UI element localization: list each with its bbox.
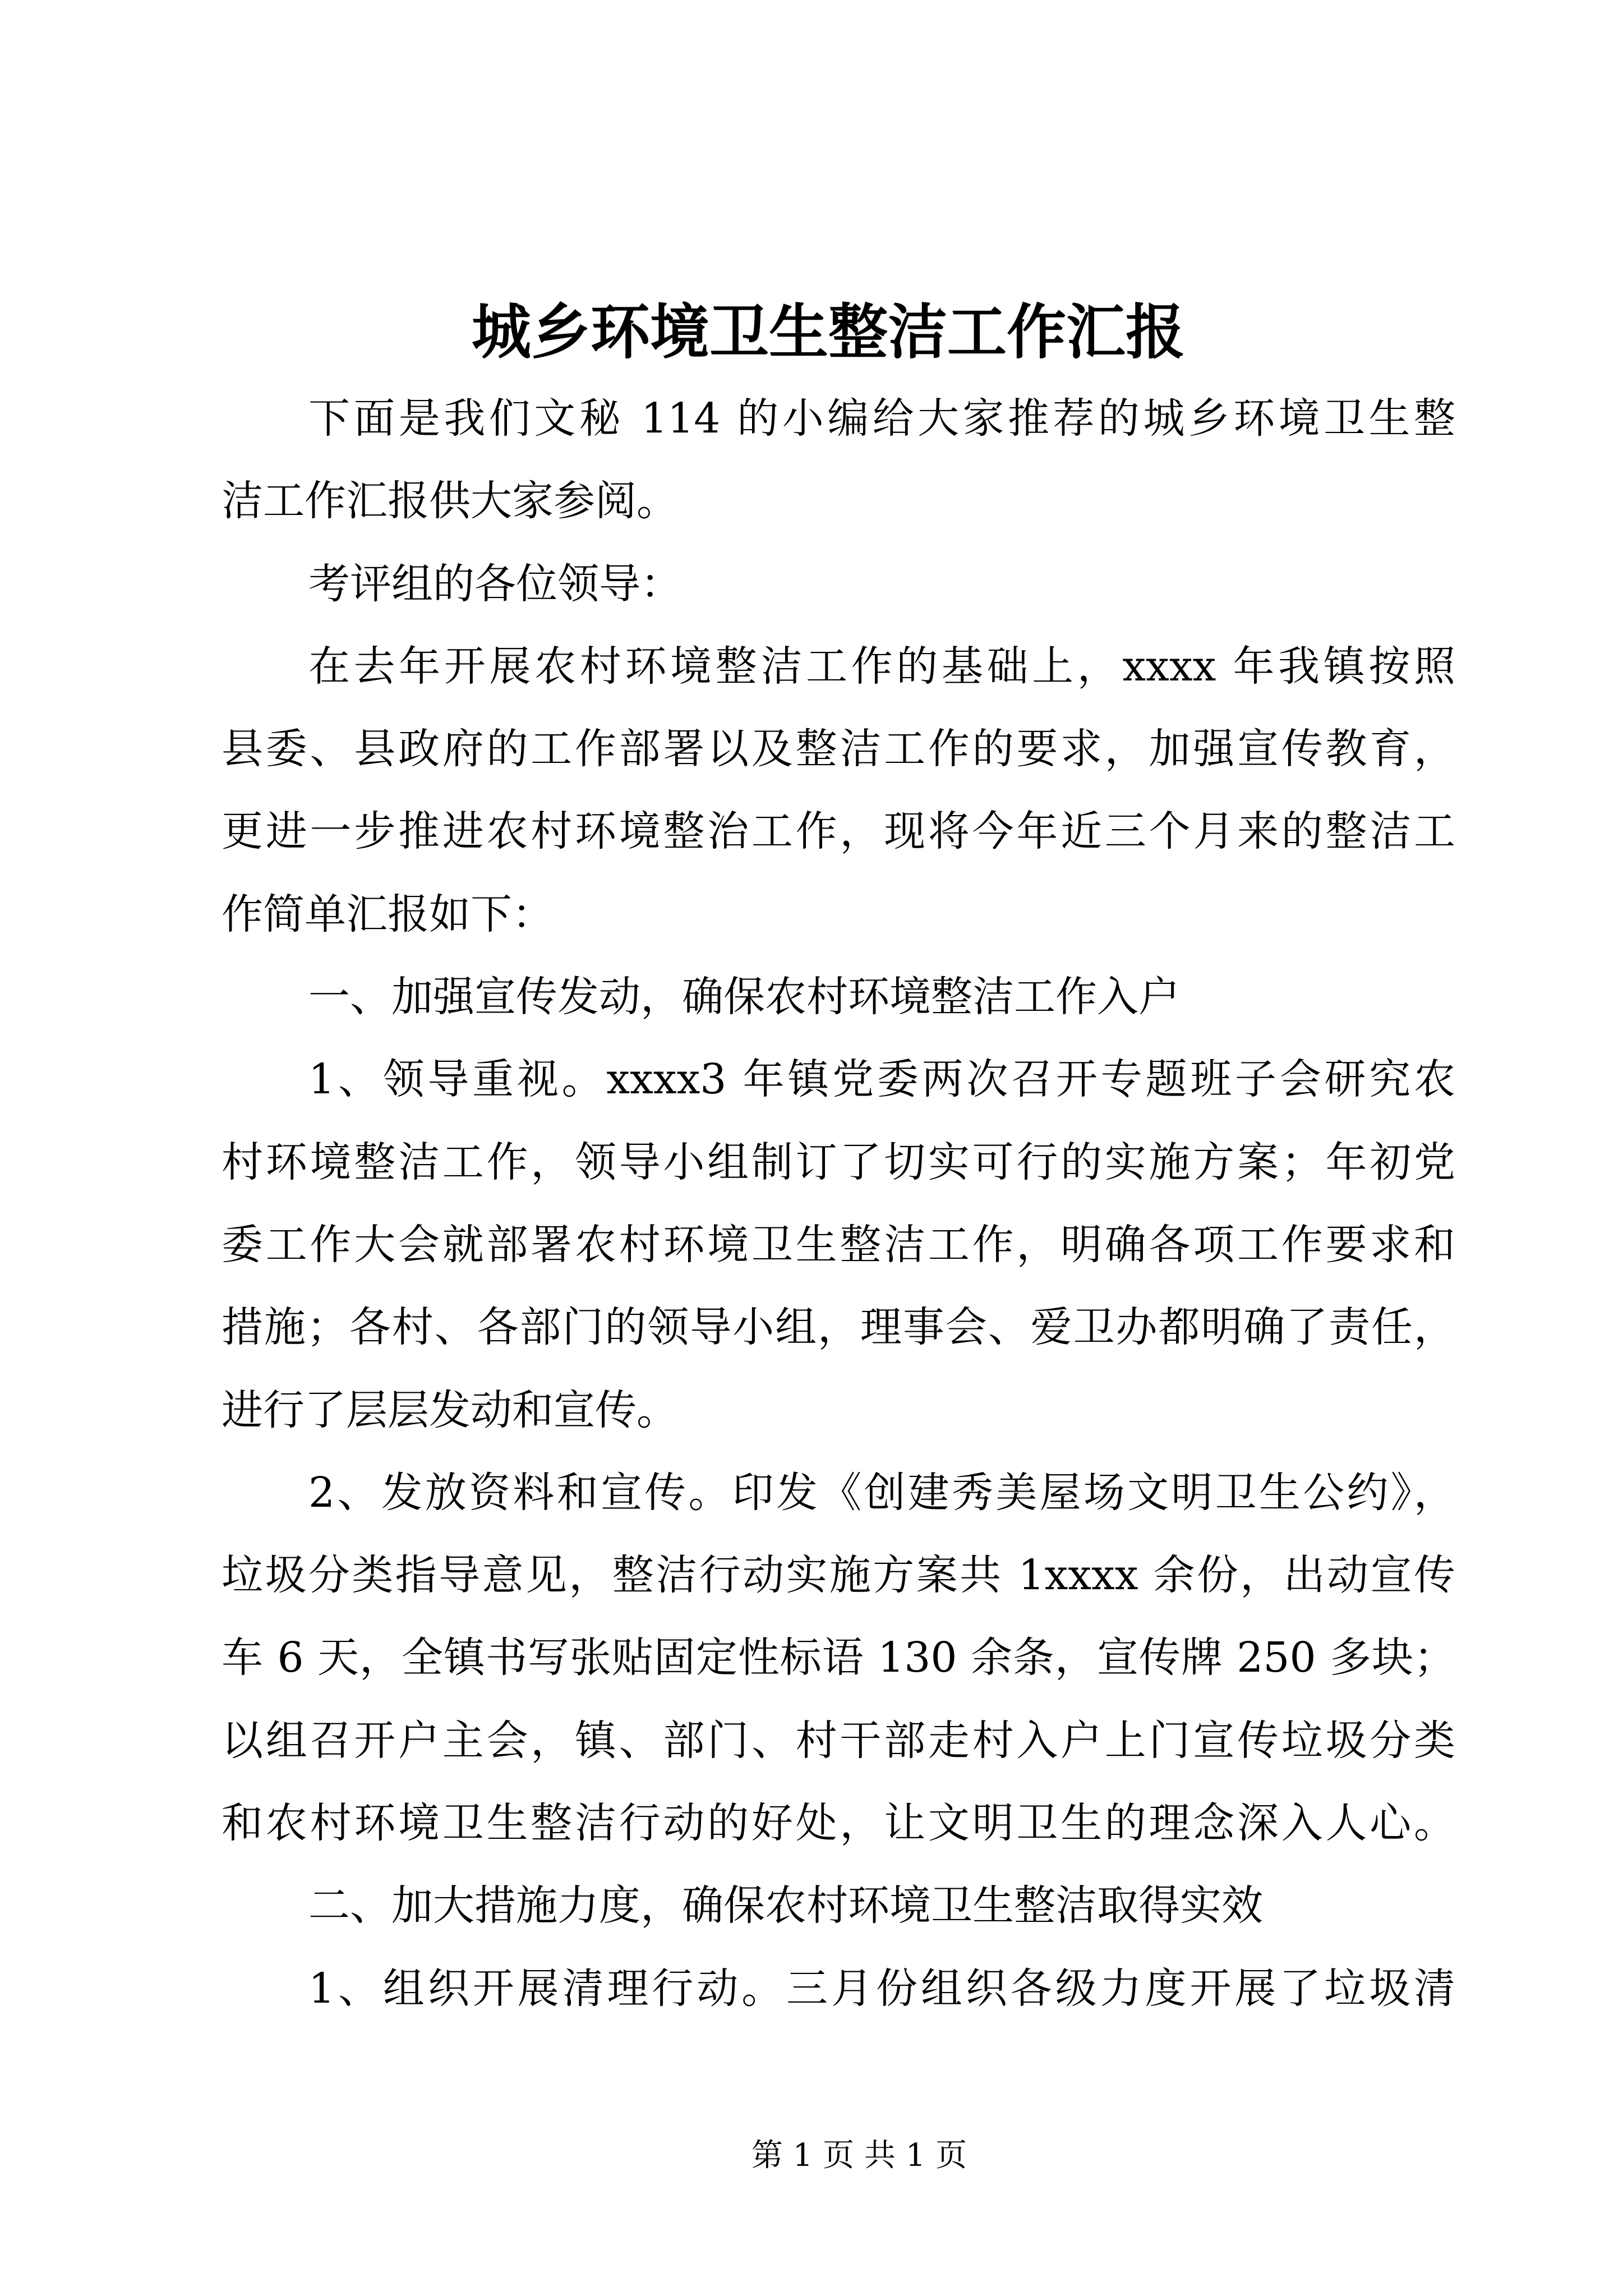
paragraph-line: 县委、县政府的工作部署以及整洁工作的要求，加强宣传教育， <box>222 725 1455 774</box>
paragraph-line: 考评组的各位领导： <box>308 559 682 608</box>
paragraph-cleanup <box>222 1948 1455 2030</box>
section-heading-one <box>222 956 1455 1038</box>
paragraph-line: 进行了层层发动和宣传。 <box>222 1386 678 1434</box>
paragraph-line: 二、加大措施力度，确保农村环境卫生整洁取得实效 <box>308 1881 1263 1930</box>
paragraph-line: 洁工作汇报供大家参阅。 <box>222 477 678 526</box>
paragraph-line: 村环境整洁工作，领导小组制订了切实可行的实施方案；年初党 <box>222 1138 1455 1186</box>
paragraph-line: 和农村环境卫生整洁行动的好处，让文明卫生的理念深入人心。 <box>222 1799 1455 1848</box>
paragraph-line: 车 6 天，全镇书写张贴固定性标语 130 余条，宣传牌 250 多块； <box>222 1634 1455 1682</box>
paragraph-leadership <box>222 1038 1455 1451</box>
paragraph-line: 以组召开户主会，镇、部门、村干部走村入户上门宣传垃圾分类 <box>222 1716 1455 1765</box>
paragraph-line: 2、发放资料和宣传。印发《创建秀美屋场文明卫生公约》， <box>308 1468 1455 1517</box>
paragraph-overview <box>222 625 1455 956</box>
paragraph-line: 作简单汇报如下： <box>222 890 554 938</box>
page-footer: 第 1 页 共 1 页 <box>751 2137 967 2174</box>
paragraph-line: 在去年开展农村环境整洁工作的基础上，xxxx 年我镇按照 <box>308 642 1455 691</box>
paragraph-line: 下面是我们文秘 114 的小编给大家推荐的城乡环境卫生整 <box>308 394 1455 443</box>
paragraph-line: 1、组织开展清理行动。三月份组织各级力度开展了垃圾清 <box>308 1964 1455 2013</box>
paragraph-line: 垃圾分类指导意见，整洁行动实施方案共 1xxxx 余份，出动宣传 <box>222 1551 1455 1600</box>
paragraph-line: 更进一步推进农村环境整治工作，现将今年近三个月来的整洁工 <box>222 807 1455 856</box>
document-title: 城乡环境卫生整洁工作汇报 <box>472 297 1185 367</box>
paragraph-line: 1、领导重视。xxxx3 年镇党委两次召开专题班子会研究农 <box>308 1055 1455 1104</box>
paragraph-line: 措施；各村、各部门的领导小组，理事会、爱卫办都明确了责任， <box>222 1303 1455 1352</box>
paragraph-intro <box>222 378 1455 543</box>
paragraph-salutation <box>222 543 1455 625</box>
paragraph-publicity <box>222 1452 1455 1865</box>
paragraph-line: 一、加强宣传发动，确保农村环境整洁工作入户 <box>308 973 1180 1022</box>
paragraph-line: 委工作大会就部署农村环境卫生整洁工作，明确各项工作要求和 <box>222 1220 1455 1269</box>
section-heading-two <box>222 1865 1455 1947</box>
document-body <box>222 378 1455 2030</box>
